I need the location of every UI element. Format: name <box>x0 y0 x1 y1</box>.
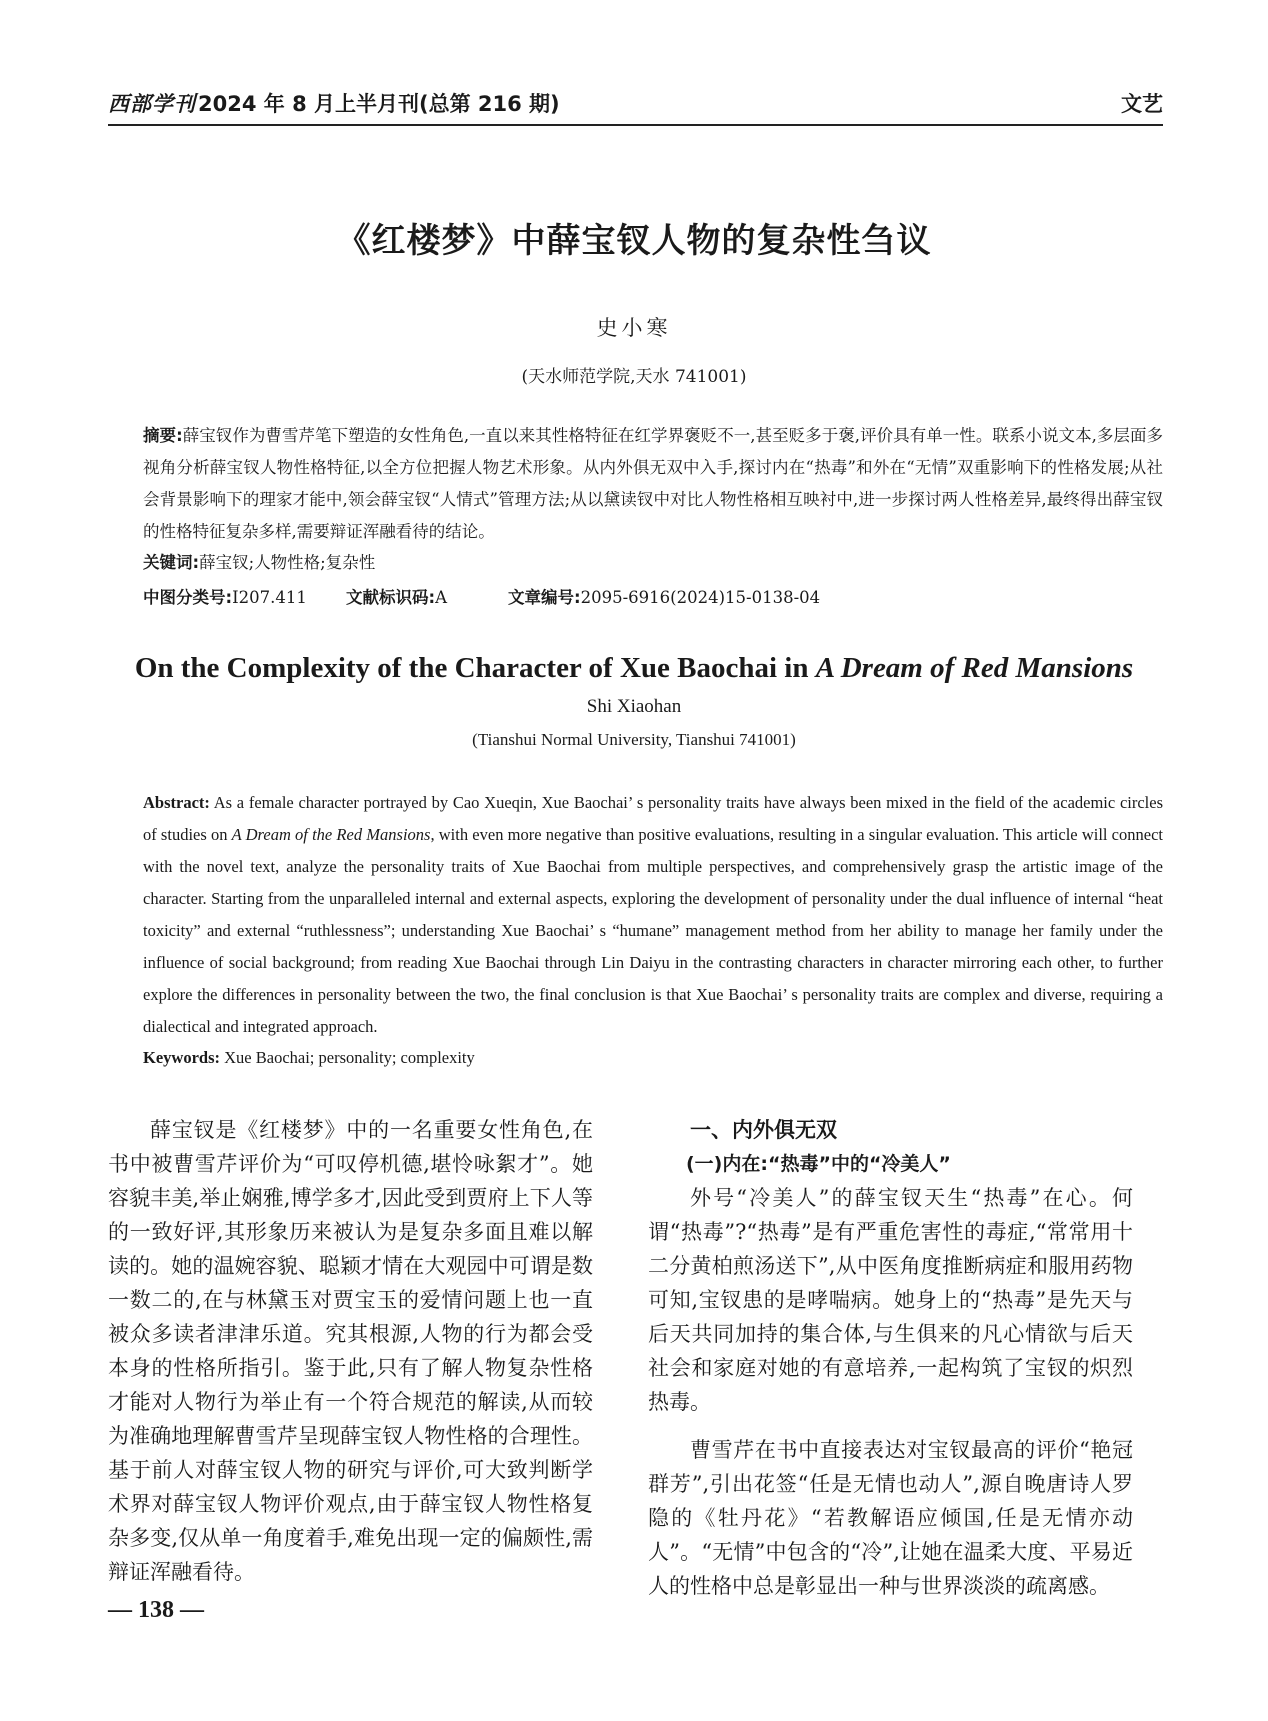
author-en: Shi Xiaohan <box>586 696 682 717</box>
article-label: 文章编号: <box>508 588 581 607</box>
abstract-cn-label: 摘要: <box>143 426 183 445</box>
section-label: 文艺 <box>1121 92 1163 116</box>
clc-code <box>143 584 307 608</box>
subsection-heading: (一)内在:“热毒”中的“冷美人” <box>686 1153 951 1175</box>
article-number <box>508 584 820 608</box>
keywords-cn-label: 关键词: <box>143 553 200 572</box>
keywords-en <box>143 1048 475 1068</box>
header-rule <box>108 124 1163 126</box>
doc-label: 文献标识码: <box>346 588 436 607</box>
article-title-cn: 《红楼梦》中薛宝钗人物的复杂性刍议 <box>336 221 932 261</box>
body-column-left <box>108 1113 593 1589</box>
keywords-cn <box>143 549 375 573</box>
article-title-en <box>0 652 1268 685</box>
body-column-right <box>648 1113 1133 1603</box>
abstract-en-part2: , with even more negative than positive evaluations, resulting in a singular evaluation. This article will connect with the novel text, analyze the personality traits of Xue Baochai from multiple perspectives, and comprehensively grasp the artistic image of the character. Starting from the unparalleled internal and external aspects, exploring the development of personality under the dual influence of internal “heat toxicity” and external “ruthlessness”; understanding Xue Baochai’ s “humane” management method from her ability to manage her family under the influence of social background; from reading Xue Baochai through Lin Daiyu in the contrasting characters in character mirroring each other, to further explore the differences in personality between the two, the final conclusion is that Xue Baochai’ s personality traits are complex and diverse, requiring a dialectical and integrated approach. <box>143 825 1163 1036</box>
article-value: 2095-6916(2024)15-0138-04 <box>580 588 821 607</box>
keywords-cn-text: 薛宝钗;人物性格;复杂性 <box>199 553 376 572</box>
affiliation-en: (Tianshui Normal University, Tianshui 741001) <box>472 730 796 749</box>
body-paragraph: 薛宝钗是《红楼梦》中的一名重要女性角色,在书中被曹雪芹评价为“可叹停机德,堪怜咏絮才”。她容貌丰美,举止娴雅,博学多才,因此受到贾府上下人等的一致好评,其形象历来被认为是复杂多面且难以解读的。她的温婉容貌、聪颖才情在大观园中可谓是数一数二的,在与林黛玉对贾宝玉的爱情问题上也一直被众多读者津津乐道。究其根源,人物的行为都会受本身的性格所指引。鉴于此,只有了解人物复杂性格才能对人物行为举止有一个符合规范的解读,从而较为准确地理解曹雪芹呈现薛宝钗人物性格的合理性。基于前人对薛宝钗人物的研究与评价,可大致判断学术界对薛宝钗人物评价观点,由于薛宝钗人物性格复杂多变,仅从单一角度着手,难免出现一定的偏颇性,需辩证浑融看待。 <box>108 1118 593 1584</box>
clc-label: 中图分类号: <box>143 588 233 607</box>
title-en-italic: A Dream of Red Mansions <box>815 652 1134 684</box>
abstract-en <box>143 787 1163 1043</box>
journal-logo: 西部学刊 <box>108 92 196 116</box>
issue-info: 2024 年 8 月上半月刊(总第 216 期) <box>198 92 560 116</box>
abstract-cn-text: 薛宝钗作为曹雪芹笔下塑造的女性角色,一直以来其性格特征在红学界褒贬不一,甚至贬多于褒,评价具有单一性。联系小说文本,多层面多视角分析薛宝钗人物性格特征,以全方位把握人物艺术形象。从内外俱无双中入手,探讨内在“热毒”和外在“无情”双重影响下的性格发展;从社会背景影响下的理家才能中,领会薛宝钗“人情式”管理方法;从以黛读钗中对比人物性格相互映衬中,进一步探讨两人性格差异,最终得出薛宝钗的性格特征复杂多样,需要辩证浑融看待的结论。 <box>143 426 1163 541</box>
journal-issue-line <box>108 88 560 118</box>
keywords-en-text: Xue Baochai; personality; complexity <box>220 1048 475 1067</box>
doc-value: A <box>435 588 448 607</box>
doc-code <box>346 584 447 608</box>
running-header <box>108 88 1163 118</box>
body-paragraph: 曹雪芹在书中直接表达对宝钗最高的评价“艳冠群芳”,引出花签“任是无情也动人”,源自晚唐诗人罗隐的《牡丹花》“若教解语应倾国,任是无情亦动人”。“无情”中包含的“冷”,让她在温柔大度、平易近人的性格中总是彰显出一种与世界淡淡的疏离感。 <box>648 1438 1133 1598</box>
page-number: — 138 — <box>108 1597 204 1623</box>
author-cn: 史小寒 <box>596 316 672 340</box>
abstract-en-label: Abstract: <box>143 793 210 812</box>
clc-value: I207.411 <box>232 588 307 607</box>
affiliation-cn: (天水师范学院,天水 741001) <box>521 367 747 387</box>
body-paragraph: 外号“冷美人”的薛宝钗天生“热毒”在心。何谓“热毒”?“热毒”是有严重危害性的毒症,“常常用十二分黄柏煎汤送下”,从中医角度推断病症和服用药物可知,宝钗患的是哮喘病。她身上的“热毒”是先天与后天共同加持的集合体,与生俱来的凡心情欲与后天社会和家庭对她的有意培养,一起构筑了宝钗的炽烈热毒。 <box>648 1186 1133 1414</box>
abstract-en-italic: A Dream of the Red Mansions <box>231 825 431 844</box>
keywords-en-label: Keywords: <box>143 1048 220 1067</box>
title-en-main: On the Complexity of the Character of Xue Baochai in <box>134 652 816 684</box>
section-heading: 一、内外俱无双 <box>690 1118 837 1142</box>
abstract-en-part1: As a female character portrayed by Cao Xueqin, Xue Baochai’ s personality traits have always been mixed in the field of the academic circles of studies on <box>143 793 1163 844</box>
abstract-cn <box>143 420 1163 548</box>
